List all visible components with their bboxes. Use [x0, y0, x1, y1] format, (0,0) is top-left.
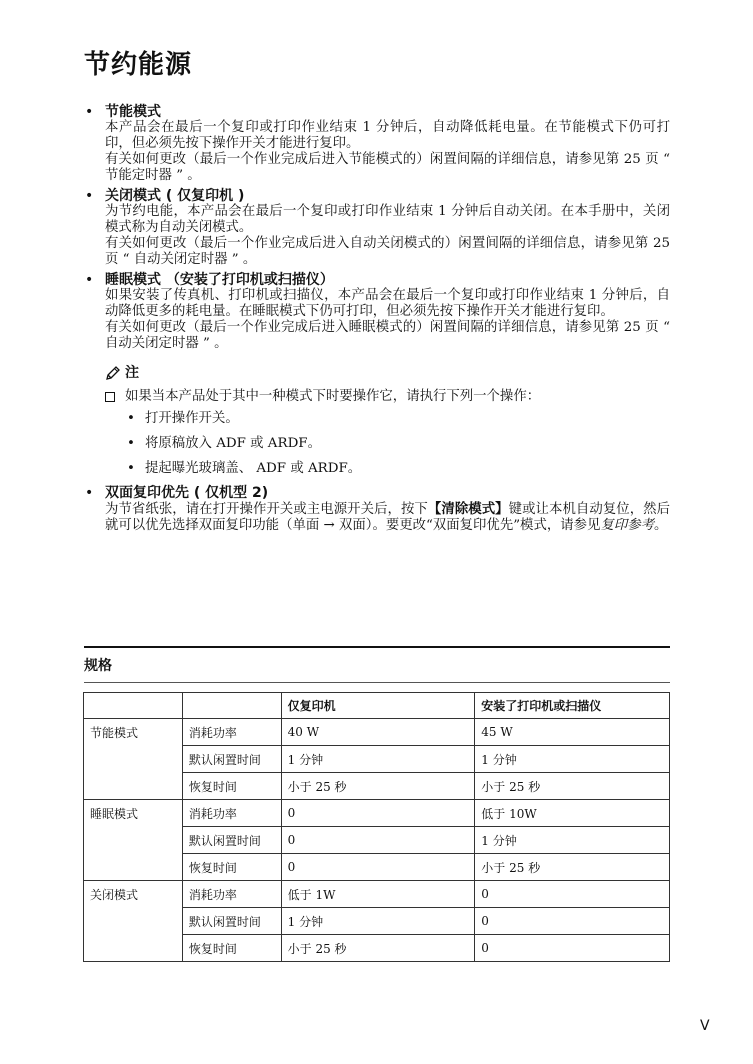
main-content	[84, 104, 670, 538]
item-cell: 恢复时间	[182, 773, 281, 800]
item-cell: 消耗功率	[182, 800, 281, 827]
spec-heading: 规格	[84, 646, 670, 683]
list-item-text: 将原稿放入 ADF 或 ARDF。	[145, 436, 321, 451]
bullet-heading: 关闭模式 ( 仅复印机 )	[105, 188, 245, 204]
item-cell: 消耗功率	[182, 881, 281, 908]
bullet-paragraph: 如果安装了传真机、打印机或扫描仪，本产品会在最后一个复印或打印作业结束 1 分钟后，自动降低更多的耗电量。在睡眠模式下仍可打印，但必须先按下操作开关才能进行复印。	[105, 288, 670, 319]
bullet-heading: 睡眠模式 （安装了打印机或扫描仪）	[105, 272, 334, 288]
printer-cell: 0	[475, 881, 670, 908]
item-cell: 消耗功率	[182, 719, 281, 746]
column-header: 仅复印机	[281, 693, 475, 719]
mode-cell: 节能模式	[84, 719, 183, 800]
bullet-off-mode	[84, 188, 670, 268]
table-header-row	[84, 693, 670, 719]
paragraph-text: 键或让本机自动复位，然后就可以优先选择双面复印功能（单面 → 双面）。要更改“双面复印优先”模式，请参见	[105, 502, 671, 533]
note-sub-list	[125, 410, 670, 478]
pencil-icon	[105, 365, 121, 381]
printer-cell: 0	[475, 935, 670, 962]
note-heading	[105, 364, 670, 382]
bullet-heading: 双面复印优先 ( 仅机型 2)	[105, 485, 269, 501]
bullet-dot: •	[85, 104, 94, 120]
note-block	[105, 364, 670, 478]
copier-cell: 低于 1W	[281, 881, 475, 908]
bullet-dot: •	[85, 188, 94, 204]
bullet-dot: •	[85, 485, 94, 501]
bullet-paragraph: 有关如何更改（最后一个作业完成后进入自动关闭模式的）闲置间隔的详细信息，请参见第 25 页 “ 自动关闭定时器 ” 。	[105, 236, 670, 267]
copier-cell: 1 分钟	[281, 908, 475, 935]
page-title: 节约能源	[84, 50, 193, 80]
paragraph-text: 。	[653, 518, 668, 533]
paragraph-text: 为节省纸张，请在打开操作开关或主电源开关后，按下	[105, 502, 428, 517]
note-item	[105, 388, 670, 406]
column-header	[84, 693, 183, 719]
table-row	[84, 800, 670, 827]
bullet-energy-saver	[84, 104, 670, 184]
column-header: 安装了打印机或扫描仪	[475, 693, 670, 719]
note-item-text: 如果当本产品处于其中一种模式下时要操作它，请执行下列一个操作：	[125, 389, 541, 404]
key-name: 【清除模式】	[427, 501, 509, 517]
printer-cell: 小于 25 秒	[475, 773, 670, 800]
copier-cell: 40 W	[281, 719, 475, 746]
copier-cell: 0	[281, 854, 475, 881]
table-row	[84, 719, 670, 746]
list-item	[125, 460, 670, 478]
copier-cell: 小于 25 秒	[281, 773, 475, 800]
copier-cell: 0	[281, 827, 475, 854]
bullet-paragraph	[105, 501, 670, 534]
list-item-text: 提起曝光玻璃盖、 ADF 或 ARDF。	[145, 461, 362, 476]
reference-link[interactable]: 复印参考	[600, 518, 654, 533]
item-cell: 恢复时间	[182, 854, 281, 881]
bullet-dot: •	[127, 461, 135, 476]
list-item-text: 打开操作开关。	[145, 411, 239, 426]
copier-cell: 小于 25 秒	[281, 935, 475, 962]
item-cell: 恢复时间	[182, 935, 281, 962]
page-number: V	[700, 1018, 710, 1034]
item-cell: 默认闲置时间	[182, 908, 281, 935]
list-item	[125, 410, 670, 428]
item-cell: 默认闲置时间	[182, 827, 281, 854]
mode-cell: 关闭模式	[84, 881, 183, 962]
copier-cell: 1 分钟	[281, 746, 475, 773]
printer-cell: 1 分钟	[475, 746, 670, 773]
list-item	[125, 435, 670, 453]
copier-cell: 0	[281, 800, 475, 827]
bullet-paragraph: 有关如何更改（最后一个作业完成后进入节能模式的）闲置间隔的详细信息，请参见第 25 页 “ 节能定时器 ” 。	[105, 152, 670, 183]
printer-cell: 45 W	[475, 719, 670, 746]
printer-cell: 0	[475, 908, 670, 935]
table-row	[84, 881, 670, 908]
item-cell: 默认闲置时间	[182, 746, 281, 773]
printer-cell: 1 分钟	[475, 827, 670, 854]
bullet-dot: •	[127, 436, 135, 451]
column-header	[182, 693, 281, 719]
bullet-paragraph: 有关如何更改（最后一个作业完成后进入睡眠模式的）闲置间隔的详细信息，请参见第 25 页 “ 自动关闭定时器 ” 。	[105, 320, 670, 351]
bullet-paragraph: 为节约电能，本产品会在最后一个复印或打印作业结束 1 分钟后自动关闭。在本手册中，关闭模式称为自动关闭模式。	[105, 204, 670, 235]
note-label: 注	[125, 365, 139, 381]
bullet-heading: 节能模式	[105, 104, 161, 120]
bullet-duplex-priority	[84, 485, 670, 534]
printer-cell: 低于 10W	[475, 800, 670, 827]
spec-table	[83, 692, 670, 962]
bullet-paragraph: 本产品会在最后一个复印或打印作业结束 1 分钟后，自动降低耗电量。在节能模式下仍可打印，但必须先按下操作开关才能进行复印。	[105, 120, 670, 151]
bullet-dot: •	[85, 272, 94, 288]
printer-cell: 小于 25 秒	[475, 854, 670, 881]
bullet-sleep-mode	[84, 272, 670, 352]
mode-cell: 睡眠模式	[84, 800, 183, 881]
checkbox-square-icon	[105, 392, 115, 402]
bullet-dot: •	[127, 411, 135, 426]
